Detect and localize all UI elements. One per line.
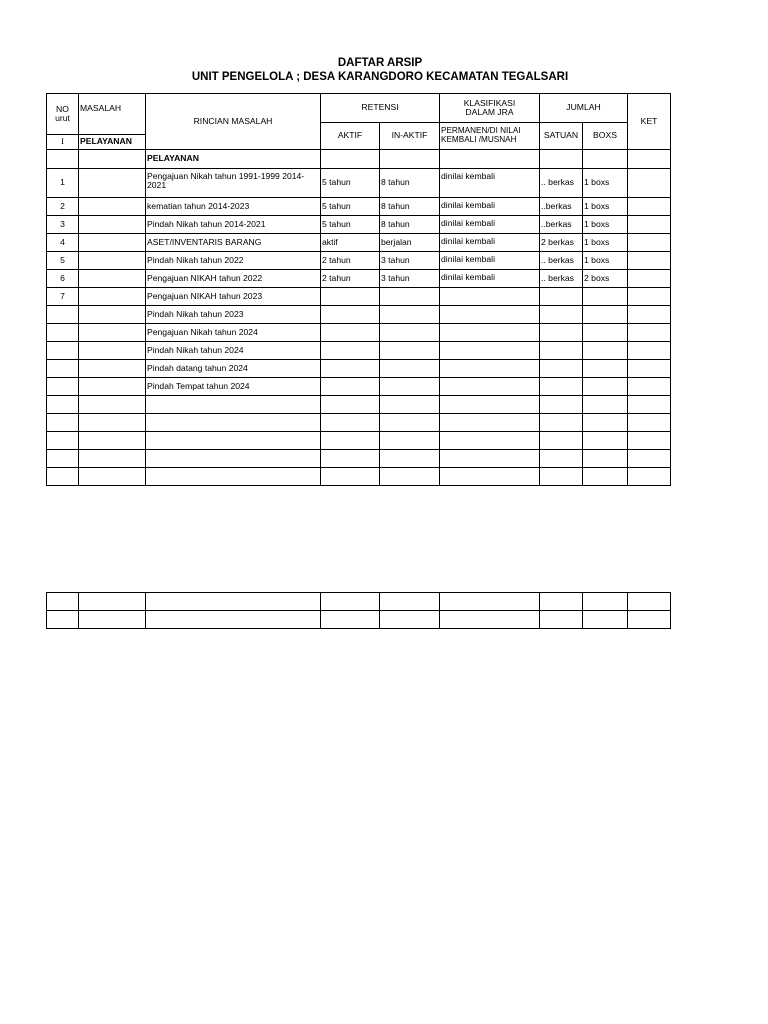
- row-no: 5: [47, 252, 79, 270]
- row-masalah: [79, 252, 146, 270]
- row-inaktif: [380, 342, 440, 360]
- row-masalah: [79, 216, 146, 234]
- row-aktif: [321, 324, 380, 342]
- section-no: I: [47, 135, 79, 150]
- row-satuan: .. berkas: [540, 169, 583, 198]
- row-aktif: 2 tahun: [321, 252, 380, 270]
- row-satuan: [540, 306, 583, 324]
- empty-cell: [146, 450, 321, 468]
- row-boxs: [583, 324, 628, 342]
- row-rincian: Pindah Nikah tahun 2014-2021: [146, 216, 321, 234]
- table-row: [47, 378, 671, 396]
- empty-cell: [146, 396, 321, 414]
- empty-cell: [380, 414, 440, 432]
- table-row: [47, 593, 671, 611]
- document-subtitle: UNIT PENGELOLA ; DESA KARANGDORO KECAMATAN TEGALSARI: [191, 71, 569, 83]
- empty-cell: [628, 468, 671, 486]
- empty-cell: [583, 468, 628, 486]
- row-masalah: [79, 324, 146, 342]
- empty-cell: [628, 432, 671, 450]
- row-masalah: [79, 360, 146, 378]
- row-satuan: [540, 378, 583, 396]
- row-rincian: Pindah Tempat tahun 2024: [146, 378, 321, 396]
- row-ket: [628, 270, 671, 288]
- document-title: DAFTAR ARSIP: [337, 57, 423, 69]
- row-boxs: [583, 342, 628, 360]
- table-row: [47, 611, 671, 629]
- row-klasifikasi: [440, 360, 540, 378]
- header-permanen: PERMANEN/DI NILAI KEMBALI /MUSNAH: [440, 123, 540, 150]
- row-inaktif: [380, 288, 440, 306]
- row-boxs: [583, 288, 628, 306]
- row-boxs: 1 boxs: [583, 216, 628, 234]
- empty-cell: [321, 414, 380, 432]
- row-no: 1: [47, 169, 79, 198]
- row-ket: [628, 306, 671, 324]
- empty-cell: [440, 468, 540, 486]
- row-satuan: 2 berkas: [540, 234, 583, 252]
- empty-cell: [628, 450, 671, 468]
- empty-cell: [583, 432, 628, 450]
- row-inaktif: [380, 306, 440, 324]
- row-inaktif: 3 tahun: [380, 252, 440, 270]
- row-no: [47, 378, 79, 396]
- row-rincian: Pindah Nikah tahun 2024: [146, 342, 321, 360]
- table-row: [47, 288, 671, 306]
- row-masalah: [79, 342, 146, 360]
- row-ket: [628, 169, 671, 198]
- row-klasifikasi: [440, 306, 540, 324]
- table-row: [47, 324, 671, 342]
- row-satuan: [540, 288, 583, 306]
- row-satuan: [540, 342, 583, 360]
- row-klasifikasi: [440, 342, 540, 360]
- empty-cell: [380, 450, 440, 468]
- table-row: [47, 150, 671, 169]
- row-klasifikasi: [440, 378, 540, 396]
- empty-cell: [440, 396, 540, 414]
- empty-cell: [540, 396, 583, 414]
- empty-cell: [146, 432, 321, 450]
- row-inaktif: 8 tahun: [380, 198, 440, 216]
- row-ket: [628, 234, 671, 252]
- header-in-aktif: IN-AKTIF: [380, 123, 440, 150]
- empty-cell: [540, 432, 583, 450]
- row-rincian: Pindah datang tahun 2024: [146, 360, 321, 378]
- row-satuan: [540, 324, 583, 342]
- row-no: [47, 306, 79, 324]
- empty-cell: [47, 432, 79, 450]
- table-row: [47, 414, 671, 432]
- row-inaktif: [380, 324, 440, 342]
- table-row: [47, 396, 671, 414]
- empty-cell: [583, 450, 628, 468]
- table-row: [47, 270, 671, 288]
- row-boxs: 1 boxs: [583, 198, 628, 216]
- row-rincian: Pengajuan Nikah tahun 2024: [146, 324, 321, 342]
- row-inaktif: 8 tahun: [380, 169, 440, 198]
- row-satuan: ..berkas: [540, 216, 583, 234]
- row-masalah: [79, 378, 146, 396]
- empty-cell: [321, 450, 380, 468]
- row-rincian: kematian tahun 2014-2023: [146, 198, 321, 216]
- row-boxs: [583, 360, 628, 378]
- row-no: 3: [47, 216, 79, 234]
- row-ket: [628, 360, 671, 378]
- row-no: 7: [47, 288, 79, 306]
- table-row: [47, 450, 671, 468]
- row-inaktif: berjalan: [380, 234, 440, 252]
- empty-cell: [380, 396, 440, 414]
- row-rincian: Pengajuan NIKAH tahun 2023: [146, 288, 321, 306]
- table-row: [47, 360, 671, 378]
- row-satuan: ..berkas: [540, 198, 583, 216]
- row-rincian: Pengajuan Nikah tahun 1991-1999 2014-2021: [146, 169, 321, 198]
- row-klasifikasi: dinilai kembali: [440, 234, 540, 252]
- empty-cell: [79, 432, 146, 450]
- table-row: [47, 169, 671, 198]
- section-masalah: PELAYANAN: [79, 135, 146, 150]
- row-satuan: [540, 360, 583, 378]
- row-no: [47, 360, 79, 378]
- header-rincian-masalah: RINCIAN MASALAH: [146, 94, 321, 150]
- row-inaktif: [380, 378, 440, 396]
- row-ket: [628, 324, 671, 342]
- empty-cell: [583, 396, 628, 414]
- row-ket: [628, 342, 671, 360]
- row-masalah: [79, 169, 146, 198]
- empty-cell: [79, 450, 146, 468]
- table-row: [47, 252, 671, 270]
- row-rincian: ASET/INVENTARIS BARANG: [146, 234, 321, 252]
- row-no: 4: [47, 234, 79, 252]
- row-boxs: 2 boxs: [583, 270, 628, 288]
- empty-cell: [440, 432, 540, 450]
- row-aktif: [321, 342, 380, 360]
- row-satuan: .. berkas: [540, 270, 583, 288]
- empty-cell: [440, 414, 540, 432]
- row-inaktif: 3 tahun: [380, 270, 440, 288]
- row-boxs: 1 boxs: [583, 252, 628, 270]
- header-satuan: SATUAN: [540, 123, 583, 150]
- table-row: [47, 216, 671, 234]
- row-klasifikasi: dinilai kembali: [440, 216, 540, 234]
- row-masalah: [79, 234, 146, 252]
- row-klasifikasi: dinilai kembali: [440, 198, 540, 216]
- row-klasifikasi: dinilai kembali: [440, 252, 540, 270]
- empty-cell: [321, 432, 380, 450]
- table-row: [47, 342, 671, 360]
- row-ket: [628, 288, 671, 306]
- row-aktif: 5 tahun: [321, 169, 380, 198]
- empty-cell: [540, 468, 583, 486]
- row-rincian: Pindah Nikah tahun 2023: [146, 306, 321, 324]
- empty-cell: [540, 414, 583, 432]
- row-klasifikasi: dinilai kembali: [440, 270, 540, 288]
- table-row: [47, 198, 671, 216]
- empty-cell: [47, 414, 79, 432]
- row-masalah: [79, 198, 146, 216]
- empty-cell: [321, 396, 380, 414]
- header-masalah: MASALAH: [79, 94, 146, 135]
- empty-cell: [47, 450, 79, 468]
- bottom-table: [46, 592, 671, 629]
- row-aktif: [321, 378, 380, 396]
- row-boxs: 1 boxs: [583, 234, 628, 252]
- header-boxs: BOXS: [583, 123, 628, 150]
- table-row: [47, 306, 671, 324]
- empty-cell: [146, 468, 321, 486]
- empty-cell: [47, 396, 79, 414]
- row-aktif: aktif: [321, 234, 380, 252]
- empty-cell: [440, 450, 540, 468]
- empty-cell: [79, 468, 146, 486]
- row-boxs: 1 boxs: [583, 169, 628, 198]
- header-no-urut: NO urut: [47, 94, 79, 135]
- empty-cell: [321, 468, 380, 486]
- header-jumlah: JUMLAH: [540, 94, 628, 123]
- row-aktif: 5 tahun: [321, 198, 380, 216]
- row-ket: [628, 378, 671, 396]
- header-retensi: RETENSI: [321, 94, 440, 123]
- table-row: [47, 234, 671, 252]
- row-no: [47, 342, 79, 360]
- empty-cell: [79, 414, 146, 432]
- row-masalah: [79, 270, 146, 288]
- row-rincian: Pengajuan NIKAH tahun 2022: [146, 270, 321, 288]
- empty-cell: [628, 396, 671, 414]
- row-inaktif: [380, 360, 440, 378]
- header-ket: KET: [628, 94, 671, 150]
- row-no: [47, 324, 79, 342]
- row-ket: [628, 252, 671, 270]
- empty-cell: [380, 468, 440, 486]
- row-klasifikasi: dinilai kembali: [440, 169, 540, 198]
- empty-cell: [628, 414, 671, 432]
- row-aktif: [321, 306, 380, 324]
- row-satuan: .. berkas: [540, 252, 583, 270]
- row-aktif: 2 tahun: [321, 270, 380, 288]
- row-aktif: [321, 360, 380, 378]
- row-boxs: [583, 306, 628, 324]
- header-klasifikasi: KLASIFIKASI DALAM JRA: [440, 94, 540, 123]
- row-inaktif: 8 tahun: [380, 216, 440, 234]
- row-boxs: [583, 378, 628, 396]
- row-klasifikasi: [440, 288, 540, 306]
- row-aktif: 5 tahun: [321, 216, 380, 234]
- section-rincian: PELAYANAN: [146, 150, 321, 169]
- row-no: 2: [47, 198, 79, 216]
- empty-cell: [540, 450, 583, 468]
- row-masalah: [79, 288, 146, 306]
- row-ket: [628, 198, 671, 216]
- empty-cell: [47, 468, 79, 486]
- empty-cell: [583, 414, 628, 432]
- empty-cell: [380, 432, 440, 450]
- row-ket: [628, 216, 671, 234]
- header-aktif: AKTIF: [321, 123, 380, 150]
- row-masalah: [79, 306, 146, 324]
- empty-cell: [79, 396, 146, 414]
- row-aktif: [321, 288, 380, 306]
- row-klasifikasi: [440, 324, 540, 342]
- row-no: 6: [47, 270, 79, 288]
- archive-table: [46, 93, 671, 486]
- row-rincian: Pindah Nikah tahun 2022: [146, 252, 321, 270]
- empty-cell: [146, 414, 321, 432]
- table-row: [47, 432, 671, 450]
- table-row: [47, 468, 671, 486]
